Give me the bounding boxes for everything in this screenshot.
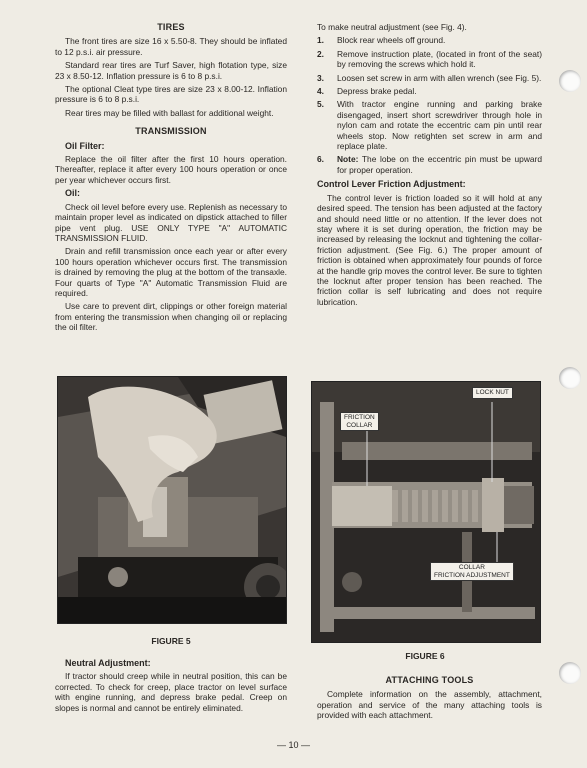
figure-6-photo [311,381,541,643]
oil-paragraph-1: Check oil level before every use. Replenish as necessary to maintain proper level as indicated on dipstick attached to filler pipe vent plug. USE ONLY TYPE "A" AUTOMATIC TRANSMISSION FLUID. [55,201,287,243]
oil-heading: Oil: [65,188,80,199]
lock-nut-label: LOCK NUT [472,387,513,399]
friction-adjustment-heading: Control Lever Friction Adjustment: [317,179,466,190]
tires-paragraph-2: Standard rear tires are Turf Saver, high flotation type, size 23 x 8.50-12. Inflation pressure is 6 to 8 p.s.i. [55,60,287,81]
figure-5-caption: FIGURE 5 [151,636,191,646]
binder-hole-bottom [559,662,581,684]
friction-collar-label: FRICTION COLLAR [340,412,379,431]
tires-paragraph-3: The optional Cleat type tires are size 23 x 8.00-12. Inflation pressure is 6 to 8 p.s.i. [55,84,287,105]
step-text: Block rear wheels off ground. [337,35,446,46]
figure-5-illustration [58,377,286,623]
step-3 [317,73,542,83]
oil-filter-paragraph: Replace the oil filter after the first 10 hours operation. Thereafter, replace it after every 100 hours operation or once per year whichever occurs first. [55,154,287,185]
figure-6-caption: FIGURE 6 [405,651,445,661]
oil-paragraph-2: Drain and refill transmission once each year or after every 100 hours operation whichever occurs first. The transmission is drained by removing the plug at the bottom of the transaxle. Four quarts of Type "A" Automatic Transmission Fluid are required. [55,246,287,298]
collar-friction-adjustment-label: COLLAR FRICTION ADJUSTMENT [430,562,514,581]
figure-5-photo [57,376,287,624]
step-5 [317,99,542,151]
neutral-adjustment-steps [317,35,542,175]
neutral-adjustment-heading: Neutral Adjustment: [65,658,151,668]
step-number: 3. [317,72,324,83]
step-text: With tractor engine running and parking brake disengaged, insert short screwdriver through hole in nylon cam and rotate the eccentric cam pin until rear wheels stop. Now retighten set screw in arm and replace plate. [337,99,542,152]
attaching-tools-section [317,675,542,724]
step-4 [317,86,542,96]
step-text: Depress brake pedal. [337,86,417,97]
step-2 [317,49,542,70]
binder-hole-middle [559,367,581,389]
right-column [317,22,542,310]
step-number: 1. [317,35,324,46]
friction-adjustment-paragraph: The control lever is friction loaded so it will hold at any desired speed. The tension has been adjusted at the factory and should need little or no attention. If the lever does not stay where it is set during operation, the friction may be increased by releasing the locknut and tightening the collar-friction adjustment. (See Fig. 6.) The proper amount of friction is obtained when approximately four pounds of force at the handle grip moves the control lever. Be sure to tighten the locknut after proper tension has been reached. The friction collar is self lubricating and does not require lubrication. [317,192,542,307]
oil-filter-heading: Oil Filter: [65,140,105,151]
step-number: 2. [317,48,324,59]
oil-paragraph-3: Use care to prevent dirt, clippings or other foreign material from entering the transmission when changing oil or replacing the oil filter. [55,301,287,333]
step-6-note [317,154,542,175]
step-text: Loosen set screw in arm with allen wrench (see Fig. 5). [337,72,542,83]
note-text: The lobe on the eccentric pin must be upward for proper operation. [337,154,542,175]
step-text: Remove instruction plate, (located in front of the seat) by removing the screws which hold it. [337,48,542,70]
tires-paragraph-4: Rear tires may be filled with ballast for additional weight. [65,107,274,118]
step-number: 5. [317,99,324,110]
neutral-adjustment-section [55,655,287,716]
tires-heading: TIRES [157,22,185,32]
attaching-tools-paragraph: Complete information on the assembly, attachment, operation and service of the many attaching tools is provided with each attachment. [317,689,542,721]
page-number: — 10 — [276,740,310,750]
tires-paragraph-1: The front tires are size 16 x 5.50-8. They should be inflated to 12 p.s.i. air pressure. [55,36,287,57]
binder-hole-top [559,70,581,92]
step-1 [317,35,542,45]
note-label: Note: [337,154,359,165]
left-column [55,22,287,336]
neutral-adjustment-paragraph: If tractor should creep while in neutral position, this can be corrected. To check for creep, place tractor on level surface with engine running, and depress brake pedal. Creep on slopes is normal and cannot be entirely eliminated. [55,671,287,713]
attaching-tools-heading: ATTACHING TOOLS [385,675,474,685]
step-number: 4. [317,86,324,97]
neutral-adjustment-intro: To make neutral adjustment (see Fig. 4). [317,22,467,32]
step-number: 6. [317,154,324,165]
transmission-heading: TRANSMISSION [135,126,207,137]
